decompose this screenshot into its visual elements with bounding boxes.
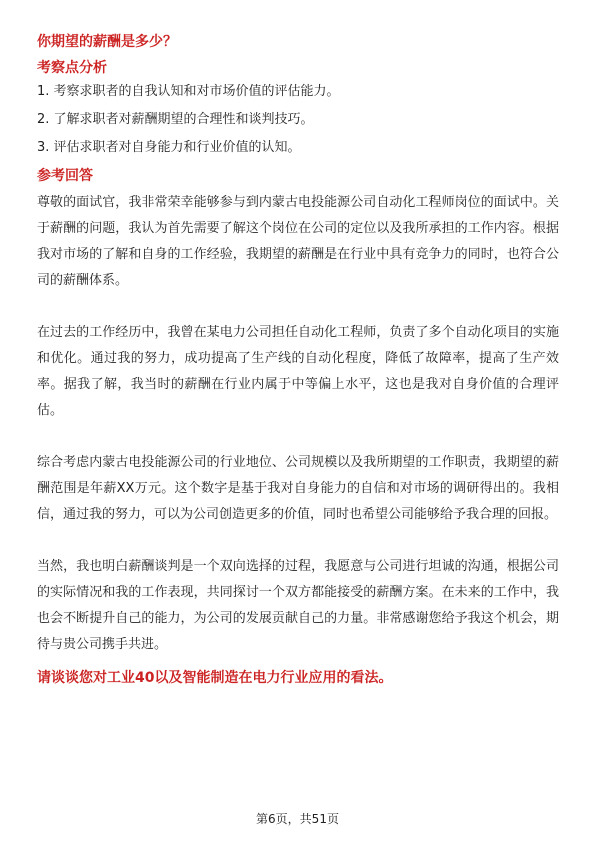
analysis-point: 2. 了解求职者对薪酬期望的合理性和谈判技巧。	[37, 112, 314, 127]
paragraph-spacer	[37, 294, 559, 320]
answer-paragraph: 在过去的工作经历中，我曾在某电力公司担任自动化工程师，负责了多个自动化项目的实施和优化。通过我的努力，成功提高了生产线的自动化程度，降低了故障率，提高了生产效率。据我了解，我当时的薪酬在行业内属于中等偏上水平，这也是我对自身价值的合理评估。	[37, 325, 559, 418]
paragraph-spacer	[37, 424, 559, 450]
answer-paragraph: 综合考虑内蒙古电投能源公司的行业地位、公司规模以及我所期望的工作职责，我期望的薪酬范围是年薪XX万元。这个数字是基于我对自身能力的自信和对市场的调研得出的。我相信，通过我的努力，可以为公司创造更多的价值，同时也希望公司能够给予我合理的回报。	[37, 455, 559, 522]
page-content	[37, 32, 559, 688]
analysis-point: 1. 考察求职者的自我认知和对市场价值的评估能力。	[37, 84, 340, 99]
answer-paragraph: 当然，我也明白薪酬谈判是一个双向选择的过程，我愿意与公司进行坦诚的沟通，根据公司的实际情况和我的工作表现，共同探讨一个双方都能接受的薪酬方案。在未来的工作中，我也会不断提升自己的能力，为公司的发展贡献自己的力量。非常感谢您给予我这个机会，期待与贵公司携手共进。	[37, 559, 559, 652]
answer-paragraph: 尊敬的面试官，我非常荣幸能够参与到内蒙古电投能源公司自动化工程师岗位的面试中。关于薪酬的问题，我认为首先需要了解这个岗位在公司的定位以及我所承担的工作内容。根据我对市场的了解和自身的工作经验，我期望的薪酬是在行业中具有竞争力的同时，也符合公司的薪酬体系。	[37, 195, 559, 288]
answer-title: 参考回答	[37, 168, 93, 184]
analysis-point: 3. 评估求职者对自身能力和行业价值的认知。	[37, 140, 301, 155]
paragraph-spacer	[37, 528, 559, 554]
next-question-heading: 请谈谈您对工业40以及智能制造在电力行业应用的看法。	[37, 670, 393, 686]
question-heading: 你期望的薪酬是多少？	[37, 34, 177, 50]
page-number: 第6页，共51页	[256, 812, 339, 826]
analysis-title: 考察点分析	[37, 60, 107, 76]
